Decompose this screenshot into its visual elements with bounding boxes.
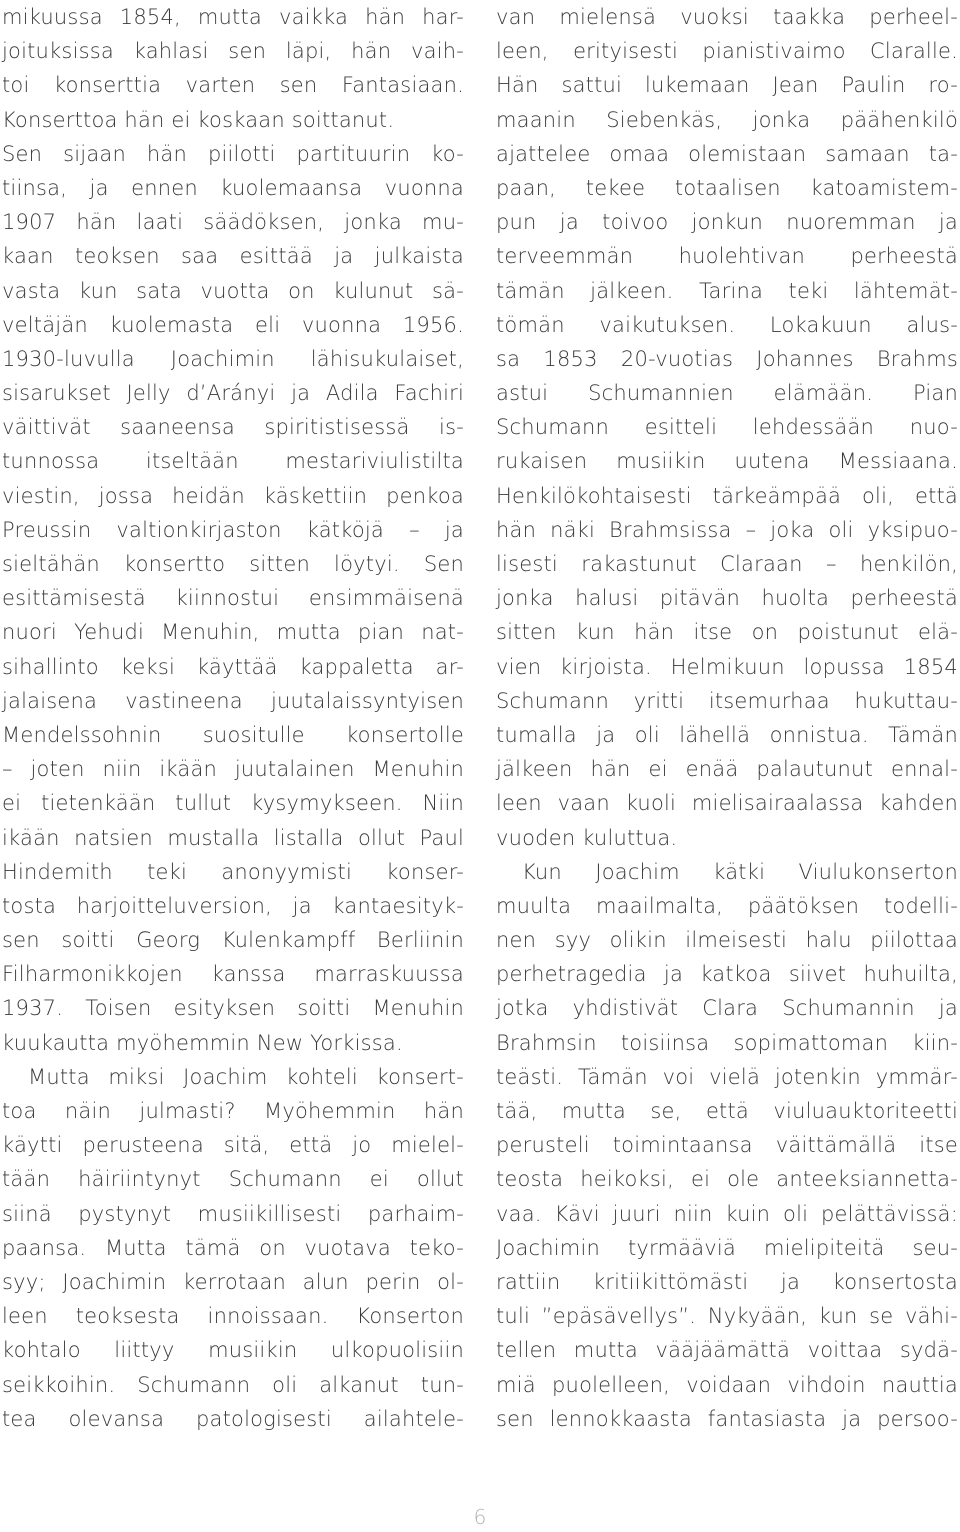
text-line: hän näki Brahmsissa – joka oli yksipuo-	[496, 517, 958, 542]
text-line: terveemmän huolehtivan perheestä	[496, 244, 958, 269]
text-line: jonka halusi pitävän huolta perheestä	[496, 586, 958, 611]
text-line: sen soitti Georg Kulenkampff Berliinin	[2, 928, 464, 953]
text-line: Mutta miksi Joachim kohteli konsert-	[28, 1064, 464, 1089]
text-line: kaan teoksen saa esittää ja julkaista	[2, 244, 464, 269]
text-line: esittämisestä kiinnostui ensimmäisenä	[2, 586, 464, 611]
left-text-column	[2, 0, 464, 1436]
text-line: nen syy olikin ilmeisesti halu piilottaa	[496, 928, 958, 953]
text-line: perhetragedia ja katkoa siivet huhuilta,	[496, 962, 958, 987]
text-line: perusteli toimintaansa väittämällä itse	[496, 1133, 958, 1158]
text-line: väittivät saaneensa spiritistisessä is-	[2, 415, 464, 440]
text-line: Konserttoa hän ei koskaan soittanut.	[2, 107, 395, 132]
text-line: Preussin valtionkirjaston kätköjä – ja	[2, 517, 464, 542]
text-line: leen, erityisesti pianistivaimo Claralle.	[496, 39, 958, 64]
text-line: tellen mutta vääjäämättä voittaa sydä-	[496, 1338, 958, 1363]
text-line: sisarukset Jelly d’Arányi ja Adila Fachiri	[2, 381, 464, 406]
text-line: viestin, jossa heidän käskettiin penkoa	[2, 483, 464, 508]
text-line: nuori Yehudi Menuhin, mutta pian nat-	[2, 620, 464, 645]
text-line: tään häiriintynyt Schumann ei ollut	[2, 1167, 464, 1192]
text-line: Hän sattui lukemaan Jean Paulin ro-	[496, 73, 958, 98]
text-line: leen teoksesta innoissaan. Konserton	[2, 1304, 464, 1329]
text-line: maanin Siebenkäs, jonka päähenkilö	[496, 107, 958, 132]
text-line: paansa. Mutta tämä on vuotava teko-	[2, 1235, 464, 1260]
text-line: tunnossa itseltään mestariviulistilta	[2, 449, 464, 474]
text-line: ikään natsien mustalla listalla ollut Paul	[2, 825, 464, 850]
text-line: Schumann esitteli lehdessään nuo-	[496, 415, 958, 440]
text-line: van mielensä vuoksi taakka perheel-	[496, 5, 958, 29]
text-line: tää, mutta se, että viuluauktoriteetti	[496, 1099, 958, 1123]
text-line: – joten niin ikään juutalainen Menuhin	[2, 757, 464, 782]
text-line: vuoden kuluttua.	[496, 825, 678, 850]
text-line: sen lennokkaasta fantasiasta ja persoo-	[496, 1406, 958, 1431]
page-number: 6	[473, 1505, 487, 1529]
text-line: jotka yhdistivät Clara Schumannin ja	[496, 996, 958, 1021]
text-line: Joachimin tyrmääviä mielipiteitä seu-	[496, 1235, 958, 1260]
text-line: rattiin kritiikittömästi ja konsertosta	[496, 1269, 958, 1294]
text-line: kohtalo liittyy musiikin ulkopuolisiin	[2, 1338, 464, 1363]
text-line: 1907 hän laati säädöksen, jonka mu-	[2, 210, 464, 235]
text-line: Sen sijaan hän piilotti partituurin ko-	[2, 141, 464, 166]
text-line: tömän vaikutuksen. Lokakuun alus-	[496, 312, 958, 337]
text-line: teosta heikoksi, ei ole anteeksiannetta-	[496, 1167, 958, 1192]
text-line: tuli ”epäsävellys”. Nykyään, kun se vähi-	[496, 1304, 958, 1329]
text-line: tumalla ja oli lähellä onnistua. Tämän	[496, 722, 958, 747]
text-line: paan, tekee totaalisen katoamistem-	[496, 175, 958, 200]
text-line: vasta kun sata vuotta on kulunut sä-	[2, 278, 464, 303]
text-line: sa 1853 20-vuotias Johannes Brahms	[496, 346, 958, 371]
text-line: veltäjän kuolemasta eli vuonna 1956.	[2, 312, 464, 337]
text-line: toi konserttia varten sen Fantasiaan.	[2, 73, 464, 98]
text-line: jalaisena vastineena juutalaissyntyisen	[2, 688, 464, 713]
text-line: kuukautta myöhemmin New Yorkissa.	[2, 1030, 403, 1055]
text-line: joituksissa kahlasi sen läpi, hän vaih-	[2, 39, 464, 64]
text-line: 1937. Toisen esityksen soitti Menuhin	[2, 996, 464, 1021]
text-line: rukaisen musiikin uutena Messiaana.	[496, 449, 958, 474]
text-line: astui Schumannien elämään. Pian	[496, 381, 958, 406]
text-line: mikuussa 1854, mutta vaikka hän har-	[2, 5, 464, 29]
text-line: tea olevansa patologisesti ailahtele-	[2, 1406, 464, 1431]
text-line: syy; Joachimin kerrotaan alun perin ol-	[2, 1269, 464, 1294]
text-line: leen vaan kuoli mielisairaalassa kahden	[496, 791, 958, 816]
text-line: toa näin julmasti? Myöhemmin hän	[2, 1099, 464, 1123]
text-line: seikkoihin. Schumann oli alkanut tun-	[2, 1372, 464, 1397]
text-line: sitten kun hän itse on poistunut elä-	[496, 620, 958, 645]
text-line: Mendelssohnin suositulle konsertolle	[2, 722, 464, 747]
text-line: miä puolelleen, voidaan vihdoin nauttia	[496, 1372, 958, 1397]
text-line: Henkilökohtaisesti tärkeämpää oli, että	[496, 483, 958, 508]
text-line: vien kirjoista. Helmikuun lopussa 1854	[496, 654, 958, 679]
text-line: sihallinto keksi käyttää kappaletta ar-	[2, 654, 464, 679]
text-line: teästi. Tämän voi vielä jotenkin ymmär-	[496, 1064, 958, 1089]
text-line: tosta harjoitteluversion, ja kantaesityk-	[2, 893, 464, 918]
text-line: sieltähän konsertto sitten löytyi. Sen	[2, 552, 464, 576]
text-line: Filharmonikkojen kanssa marraskuussa	[2, 962, 464, 987]
text-line: tämän jälkeen. Tarina teki lähtemät-	[496, 278, 958, 303]
text-line: tiinsa, ja ennen kuolemaansa vuonna	[2, 175, 464, 200]
text-line: lisesti rakastunut Claraan – henkilön,	[496, 552, 958, 576]
text-line: Hindemith teki anonyymisti konser-	[2, 859, 464, 884]
text-line: ajattelee omaa olemistaan samaan ta-	[496, 141, 958, 166]
text-line: jälkeen hän ei enää palautunut ennal-	[496, 757, 958, 782]
text-line: Brahmsin toisiinsa sopimattoman kiin-	[496, 1030, 958, 1055]
text-line: pun ja toivoo jonkun nuoremman ja	[496, 210, 958, 235]
text-line: Schumann yritti itsemurhaa hukuttau-	[496, 688, 958, 713]
text-line: vaa. Kävi juuri niin kuin oli pelättävissä:	[496, 1201, 958, 1226]
text-line: muulta maailmalta, päätöksen todelli-	[496, 893, 958, 918]
text-line: siinä pystynyt musiikillisesti parhaim-	[2, 1201, 464, 1226]
right-text-column	[496, 0, 958, 1436]
text-line: käytti perusteena sitä, että jo mielel-	[2, 1133, 464, 1158]
text-line: Kun Joachim kätki Viulukonserton	[522, 859, 958, 884]
text-line: ei tietenkään tullut kysymykseen. Niin	[2, 791, 464, 816]
text-line: 1930-luvulla Joachimin lähisukulaiset,	[2, 346, 464, 371]
